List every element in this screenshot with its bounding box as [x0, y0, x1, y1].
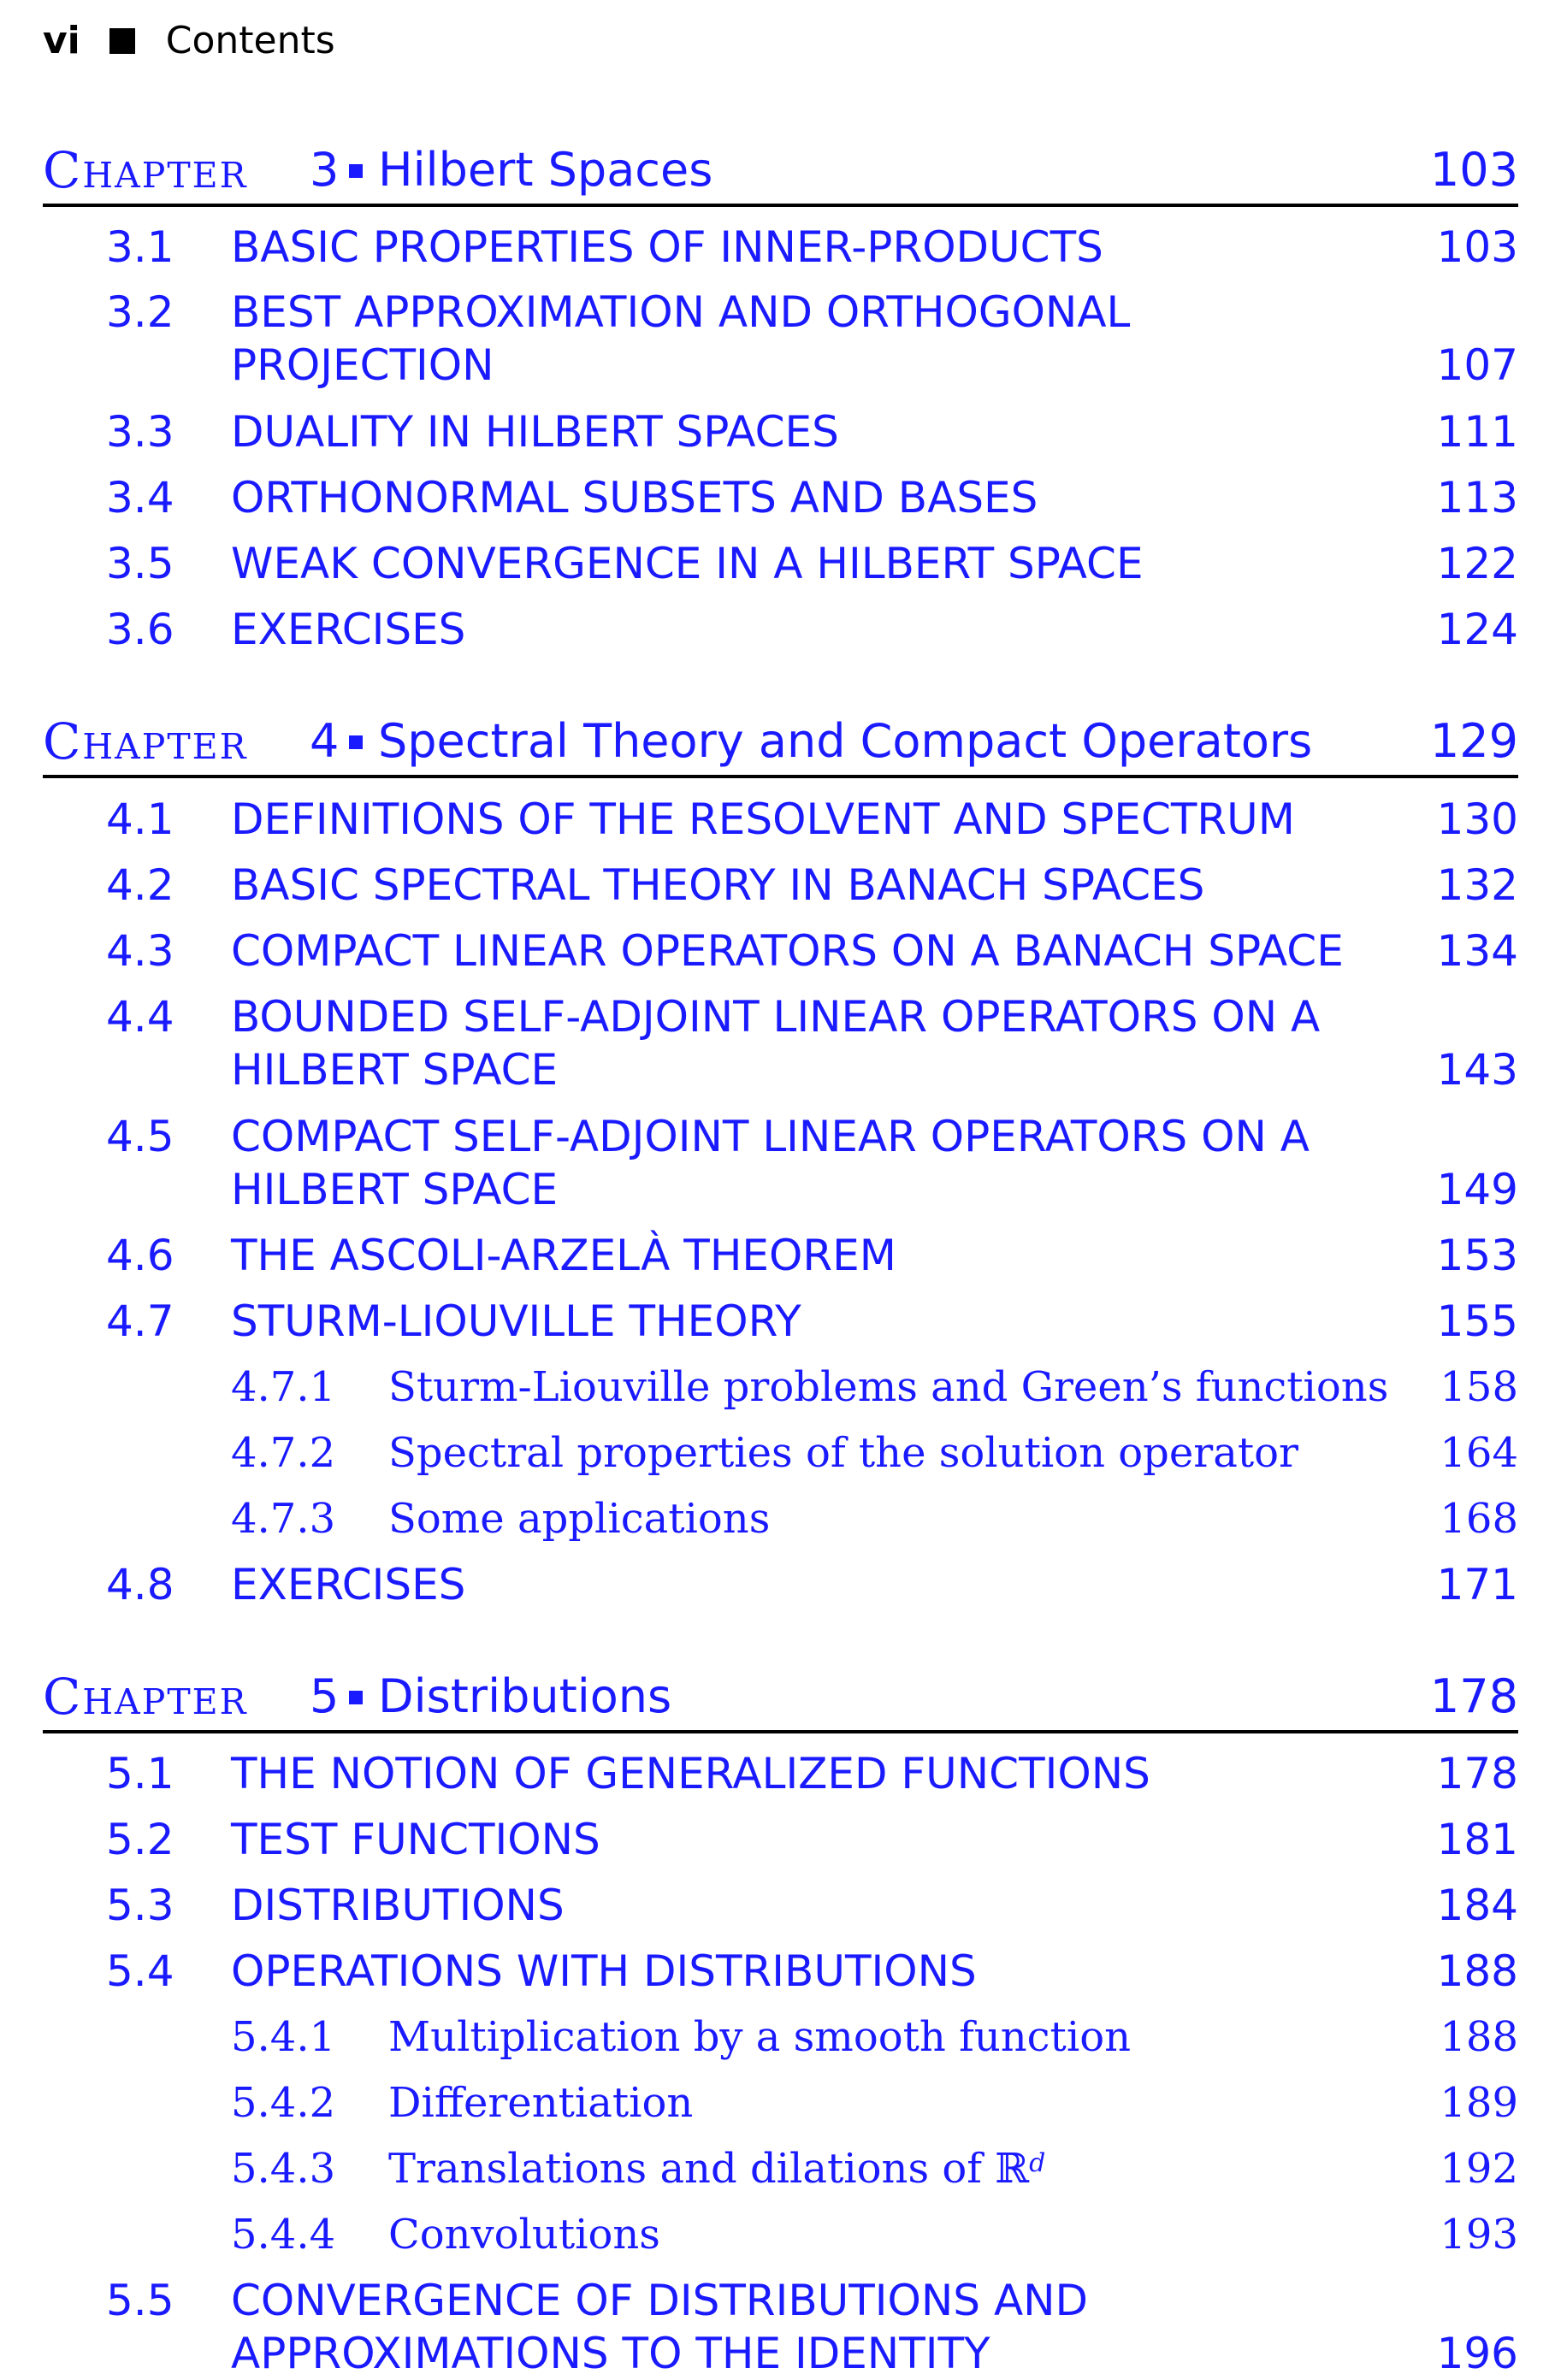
section-title: BASIC SPECTRAL THEORY IN BANACH SPACES	[231, 860, 1205, 910]
section-number: 5.5	[106, 2276, 174, 2325]
section-page: 184	[1436, 1881, 1518, 1930]
section-number: 3.1	[106, 222, 174, 272]
chapter-number: 4	[310, 714, 340, 768]
section-title: BOUNDED SELF-ADJOINT LINEAR OPERATORS ON A HILBERT SPACE	[231, 992, 1321, 1095]
toc-entry-3-5[interactable]	[43, 537, 1518, 590]
chapter-number: 5	[310, 1669, 340, 1723]
square-bullet-icon	[109, 28, 135, 54]
superscript-d: d	[1029, 2148, 1046, 2178]
square-bullet-icon	[349, 1691, 363, 1704]
section-number: 5.2	[106, 1815, 174, 1864]
toc-entry-3-1[interactable]	[43, 221, 1518, 274]
chapter-number: 3	[310, 143, 340, 197]
section-title: COMPACT SELF-ADJOINT LINEAR OPERATORS ON A HILBERT SPACE	[231, 1112, 1310, 1214]
section-number: 5.4	[106, 1946, 174, 1996]
section-page: 196	[1436, 2329, 1518, 2378]
section-page: 130	[1436, 794, 1518, 844]
chapter-3-heading[interactable]	[43, 137, 1518, 207]
subsection-number: 4.7.1	[231, 1363, 336, 1411]
toc-entry-4-3[interactable]	[43, 924, 1518, 977]
chapter-page: 178	[1429, 1669, 1518, 1723]
chapter-5-heading[interactable]	[43, 1663, 1518, 1733]
subsection-page: 158	[1440, 1363, 1518, 1411]
section-page: 124	[1436, 605, 1518, 654]
section-page: 149	[1436, 1165, 1518, 1214]
section-title: BASIC PROPERTIES OF INNER-PRODUCTS	[231, 222, 1103, 272]
toc-entry-4-6[interactable]	[43, 1229, 1518, 1282]
subsection-number: 4.7.2	[231, 1429, 336, 1477]
section-number: 3.4	[106, 473, 174, 523]
subsection-title: Multiplication by a smooth function	[388, 2013, 1132, 2061]
section-title: COMPACT LINEAR OPERATORS ON A BANACH SPACE	[231, 926, 1344, 976]
chapter-title: Hilbert Spaces	[378, 143, 713, 197]
section-title: DEFINITIONS OF THE RESOLVENT AND SPECTRUM	[231, 794, 1295, 844]
subsection-number: 5.4.3	[231, 2145, 336, 2193]
section-title: STURM-LIOUVILLE THEORY	[231, 1296, 801, 1346]
chapter-page: 103	[1429, 143, 1518, 197]
section-number: 4.4	[106, 992, 174, 1042]
subsection-title: Convolutions	[388, 2211, 660, 2259]
running-title: Contents	[165, 19, 335, 62]
section-number: 3.3	[106, 407, 174, 457]
chapter-title: Distributions	[378, 1669, 672, 1723]
subsection-title-text: Translations and dilations of ℝ	[388, 2145, 1030, 2193]
section-title: EXERCISES	[231, 605, 466, 654]
section-number: 4.5	[106, 1112, 174, 1161]
section-page: 153	[1436, 1231, 1518, 1280]
section-page: 155	[1436, 1296, 1518, 1346]
chapter-label: Chapter	[43, 1668, 248, 1726]
section-title: EXERCISES	[231, 1560, 466, 1609]
section-page: 134	[1436, 926, 1518, 976]
toc-entry-4-7[interactable]	[43, 1295, 1518, 1348]
toc-entry-3-3[interactable]	[43, 405, 1518, 458]
toc-entry-5-4-4[interactable]	[43, 2208, 1518, 2261]
toc-entry-5-4-1[interactable]	[43, 2011, 1518, 2064]
toc-entry-4-8[interactable]	[43, 1558, 1518, 1611]
page-folio: vi	[43, 19, 80, 62]
section-page: 107	[1436, 340, 1518, 390]
section-number: 4.7	[106, 1296, 174, 1346]
subsection-number: 5.4.4	[231, 2211, 336, 2259]
section-number: 3.6	[106, 605, 174, 654]
section-page: 178	[1436, 1749, 1518, 1798]
toc-entry-4-4[interactable]	[43, 990, 1518, 1096]
square-bullet-icon	[349, 735, 363, 749]
section-number: 4.1	[106, 794, 174, 844]
toc-entry-4-2[interactable]	[43, 859, 1518, 912]
toc-entry-4-5[interactable]	[43, 1110, 1518, 1216]
square-bullet-icon	[349, 164, 363, 178]
subsection-title: Spectral properties of the solution operator	[388, 1429, 1298, 1477]
section-title: ORTHONORMAL SUBSETS AND BASES	[231, 473, 1038, 523]
section-title: CONVERGENCE OF DISTRIBUTIONS AND APPROXIMATIONS TO THE IDENTITY	[231, 2276, 1089, 2378]
subsection-number: 4.7.3	[231, 1495, 336, 1543]
section-number: 3.2	[106, 287, 174, 337]
subsection-title: Differentiation	[388, 2079, 694, 2127]
section-page: 111	[1436, 407, 1518, 457]
section-number: 4.3	[106, 926, 174, 976]
section-number: 3.5	[106, 539, 174, 588]
section-title: DISTRIBUTIONS	[231, 1881, 565, 1930]
section-page: 171	[1436, 1560, 1518, 1609]
section-title: THE ASCOLI-ARZELÀ THEOREM	[231, 1231, 896, 1280]
toc-entry-5-2[interactable]	[43, 1813, 1518, 1866]
toc-entry-5-4[interactable]	[43, 1945, 1518, 1998]
subsection-page: 192	[1440, 2145, 1518, 2193]
toc-entry-3-4[interactable]	[43, 471, 1518, 524]
section-page: 113	[1436, 473, 1518, 523]
subsection-page: 188	[1440, 2013, 1518, 2061]
subsection-title: Some applications	[388, 1495, 771, 1543]
chapter-label: Chapter	[43, 141, 248, 199]
subsection-title: Sturm-Liouville problems and Green’s functions	[388, 1363, 1389, 1411]
toc-entry-5-3[interactable]	[43, 1879, 1518, 1932]
toc-entry-4-7-2[interactable]	[43, 1426, 1518, 1479]
section-title: OPERATIONS WITH DISTRIBUTIONS	[231, 1946, 977, 1996]
toc-entry-5-4-2[interactable]	[43, 2076, 1518, 2129]
section-page: 181	[1436, 1815, 1518, 1864]
section-page: 188	[1436, 1946, 1518, 1996]
subsection-number: 5.4.2	[231, 2079, 336, 2127]
toc-entry-4-7-1[interactable]	[43, 1361, 1518, 1414]
toc-entry-3-6[interactable]	[43, 603, 1518, 656]
section-title: THE NOTION OF GENERALIZED FUNCTIONS	[231, 1749, 1150, 1798]
chapter-page: 129	[1429, 714, 1518, 768]
subsection-number: 5.4.1	[231, 2013, 336, 2061]
section-page: 122	[1436, 539, 1518, 588]
section-title: WEAK CONVERGENCE IN A HILBERT SPACE	[231, 539, 1144, 588]
toc-entry-4-7-3[interactable]	[43, 1492, 1518, 1545]
toc-entry-5-4-3[interactable]	[43, 2142, 1518, 2195]
subsection-page: 193	[1440, 2211, 1518, 2259]
section-title: DUALITY IN HILBERT SPACES	[231, 407, 839, 457]
section-number: 5.3	[106, 1881, 174, 1930]
subsection-page: 168	[1440, 1495, 1518, 1543]
section-title: BEST APPROXIMATION AND ORTHOGONAL PROJECTION	[231, 287, 1131, 390]
section-number: 5.1	[106, 1749, 174, 1798]
chapter-title: Spectral Theory and Compact Operators	[378, 714, 1313, 768]
toc-entry-3-2[interactable]	[43, 286, 1518, 392]
chapter-4-heading[interactable]	[43, 708, 1518, 778]
chapter-label: Chapter	[43, 712, 248, 771]
section-title: TEST FUNCTIONS	[231, 1815, 600, 1864]
subsection-title	[388, 2142, 1045, 2195]
toc-entry-4-1[interactable]	[43, 793, 1518, 846]
section-number: 4.6	[106, 1231, 174, 1280]
section-page: 143	[1436, 1045, 1518, 1095]
section-number: 4.8	[106, 1560, 174, 1609]
running-header	[43, 19, 335, 62]
subsection-page: 164	[1440, 1429, 1518, 1477]
subsection-page: 189	[1440, 2079, 1518, 2127]
toc-entry-5-5[interactable]	[43, 2274, 1518, 2380]
section-page: 132	[1436, 860, 1518, 910]
section-number: 4.2	[106, 860, 174, 910]
section-page: 103	[1436, 222, 1518, 272]
toc-entry-5-1[interactable]	[43, 1747, 1518, 1800]
